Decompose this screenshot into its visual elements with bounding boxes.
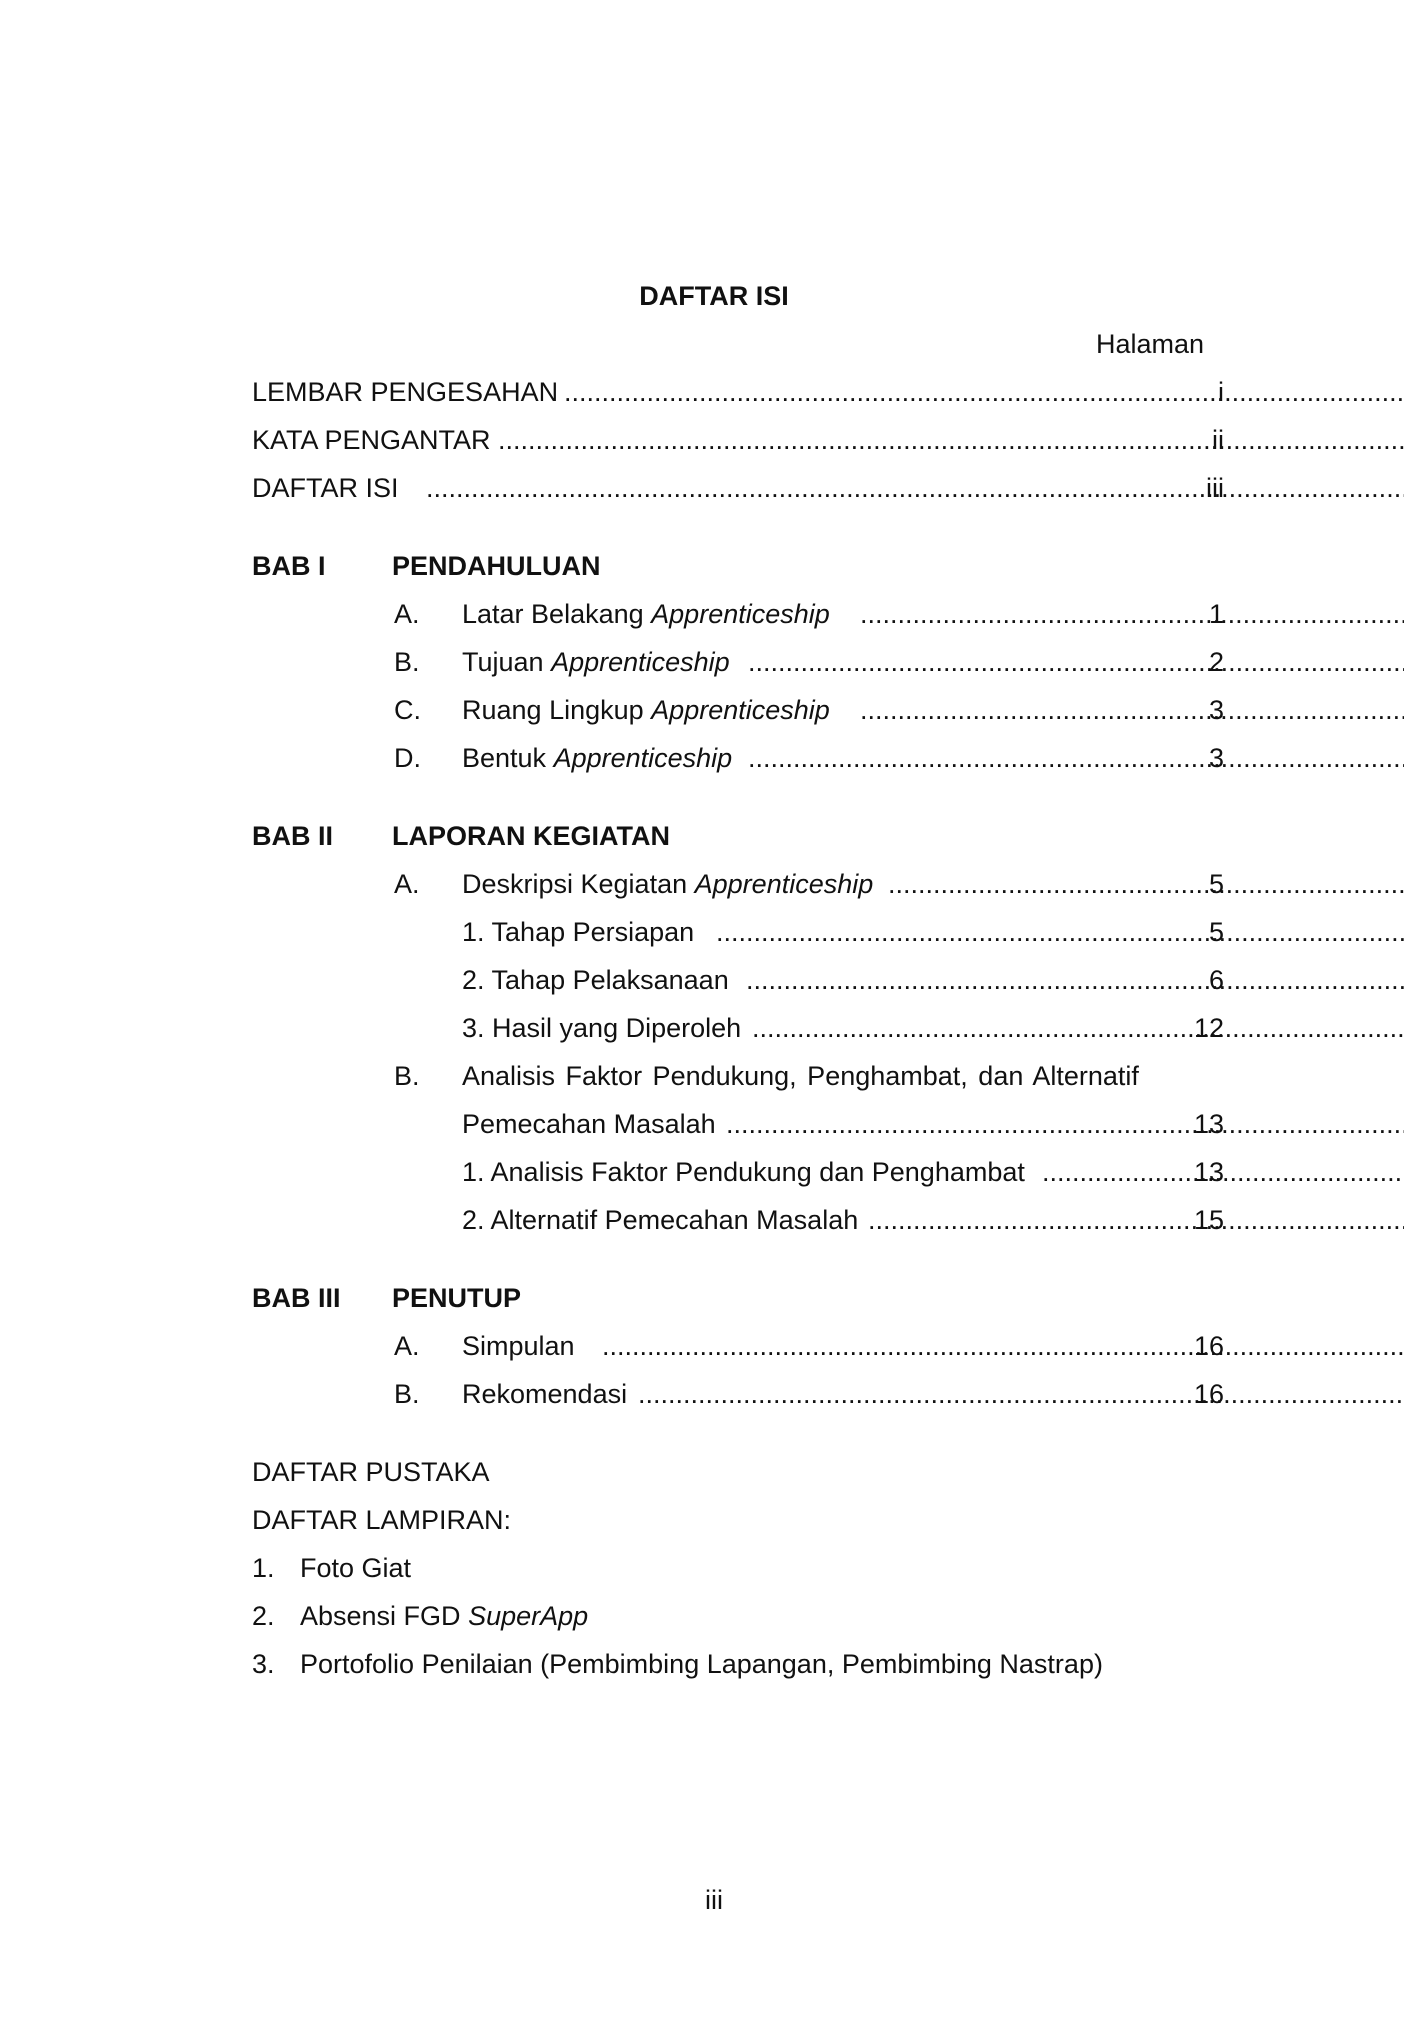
toc-page-number: 13: [1193, 1109, 1224, 1139]
lampiran-number: 2.: [252, 1601, 275, 1631]
toc-page-number: 13: [1193, 1157, 1224, 1187]
toc-entry-label: 2. Alternatif Pemecahan Masalah: [462, 1205, 859, 1235]
dot-leader: [638, 1378, 1404, 1410]
toc-entry-label: Latar Belakang Apprenticeship: [462, 599, 830, 629]
toc-page-number: 15: [1193, 1205, 1224, 1235]
dot-leader: [752, 1012, 1404, 1044]
chapter-number: BAB II: [252, 821, 333, 851]
halaman-label: Halaman: [1096, 329, 1205, 359]
toc-entry-label: LEMBAR PENGESAHAN: [252, 377, 559, 407]
lampiran-number: 1.: [252, 1553, 275, 1583]
toc-entry-label: Deskripsi Kegiatan Apprenticeship: [462, 869, 874, 899]
toc-page-number: 3: [1208, 695, 1224, 725]
lampiran-item[interactable]: Absensi FGD SuperApp: [300, 1601, 589, 1631]
toc-entry-deskripsi-kegiatan[interactable]: [252, 868, 1224, 902]
dot-leader: [748, 646, 1404, 678]
toc-entry-ruang-lingkup[interactable]: [252, 694, 1224, 728]
toc-page-number: 2: [1208, 647, 1224, 677]
dot-leader: [748, 742, 1404, 774]
toc-entry-tujuan[interactable]: [252, 646, 1224, 680]
dot-leader: [860, 694, 1404, 726]
chapter-title: PENDAHULUAN: [392, 551, 601, 581]
daftar-lampiran-title: DAFTAR LAMPIRAN:: [252, 1505, 512, 1535]
toc-entry-alternatif-pemecahan[interactable]: [252, 1204, 1224, 1238]
toc-entry-analisis-faktor[interactable]: [252, 1060, 1224, 1094]
item-marker: D.: [394, 743, 421, 773]
chapter-number: BAB I: [252, 551, 326, 581]
toc-entry-label: KATA PENGANTAR: [252, 425, 491, 455]
page-title: DAFTAR ISI: [639, 281, 789, 311]
toc-entry-label: Simpulan: [462, 1331, 575, 1361]
toc-page-number: iii: [1206, 473, 1224, 503]
dot-leader: [426, 472, 1404, 504]
lampiran-number: 3.: [252, 1649, 275, 1679]
toc-entry-label: 1. Tahap Persiapan: [462, 917, 695, 947]
lampiran-item[interactable]: Foto Giat: [300, 1553, 412, 1583]
dot-leader: [498, 424, 1404, 456]
toc-entry-label: Tujuan Apprenticeship: [462, 647, 730, 677]
item-marker: A.: [394, 599, 420, 629]
toc-entry-label: 2. Tahap Pelaksanaan: [462, 965, 729, 995]
toc-entry-tahap-pelaksanaan[interactable]: [252, 964, 1224, 998]
toc-page-number: i: [1218, 377, 1224, 407]
toc-entry-tahap-persiapan[interactable]: [252, 916, 1224, 950]
toc-page-number: 16: [1193, 1379, 1224, 1409]
chapter-number: BAB III: [252, 1283, 341, 1313]
item-marker: B.: [394, 1379, 420, 1409]
toc-entry-label: Pemecahan Masalah: [462, 1109, 716, 1139]
toc-page-number: 3: [1208, 743, 1224, 773]
toc-entry-lembar-pengesahan[interactable]: [252, 376, 1224, 410]
toc-page-number: 5: [1208, 869, 1224, 899]
toc-entry-label: Analisis Faktor Pendukung, Penghambat, dan Alternatif: [462, 1061, 1139, 1091]
toc-entry-label: Ruang Lingkup Apprenticeship: [462, 695, 830, 725]
chapter-title: LAPORAN KEGIATAN: [392, 821, 670, 851]
toc-entry-faktor-pendukung[interactable]: [252, 1156, 1224, 1190]
item-marker: C.: [394, 695, 421, 725]
toc-entry-latar-belakang[interactable]: [252, 598, 1224, 632]
dot-leader: [716, 916, 1404, 948]
toc-entry-label: DAFTAR ISI: [252, 473, 399, 503]
daftar-pustaka[interactable]: DAFTAR PUSTAKA: [252, 1457, 490, 1487]
toc-entry-simpulan[interactable]: [252, 1330, 1224, 1364]
item-marker: A.: [394, 1331, 420, 1361]
dot-leader: [564, 376, 1404, 408]
toc-entry-analisis-faktor-cont[interactable]: [252, 1108, 1224, 1142]
dot-leader: [602, 1330, 1404, 1362]
dot-leader: [888, 868, 1404, 900]
toc-entry-label: 1. Analisis Faktor Pendukung dan Penghambat: [462, 1157, 1025, 1187]
toc-entry-label: 3. Hasil yang Diperoleh: [462, 1013, 742, 1043]
chapter-title: PENUTUP: [392, 1283, 522, 1313]
toc-page-number: 5: [1208, 917, 1224, 947]
toc-page-number: 6: [1208, 965, 1224, 995]
toc-page-number: 16: [1193, 1331, 1224, 1361]
item-marker: B.: [394, 647, 420, 677]
toc-entry-hasil-diperoleh[interactable]: [252, 1012, 1224, 1046]
dot-leader: [868, 1204, 1404, 1236]
item-marker: A.: [394, 869, 420, 899]
toc-entry-label: Rekomendasi: [462, 1379, 628, 1409]
dot-leader: [860, 598, 1404, 630]
dot-leader: [746, 964, 1404, 996]
toc-page-number: ii: [1212, 425, 1224, 455]
toc-entry-label: Bentuk Apprenticeship: [462, 743, 733, 773]
toc-entry-kata-pengantar[interactable]: [252, 424, 1224, 458]
toc-page-number: 1: [1208, 599, 1224, 629]
toc-entry-daftar-isi[interactable]: [252, 472, 1224, 506]
toc-entry-bentuk[interactable]: [252, 742, 1224, 776]
toc-entry-rekomendasi[interactable]: [252, 1378, 1224, 1412]
page-number: iii: [705, 1885, 723, 1915]
dot-leader: [726, 1108, 1404, 1140]
item-marker: B.: [394, 1061, 420, 1091]
lampiran-item[interactable]: Portofolio Penilaian (Pembimbing Lapangan, Pembimbing Nastrap): [300, 1649, 1103, 1679]
toc-page-number: 12: [1193, 1013, 1224, 1043]
